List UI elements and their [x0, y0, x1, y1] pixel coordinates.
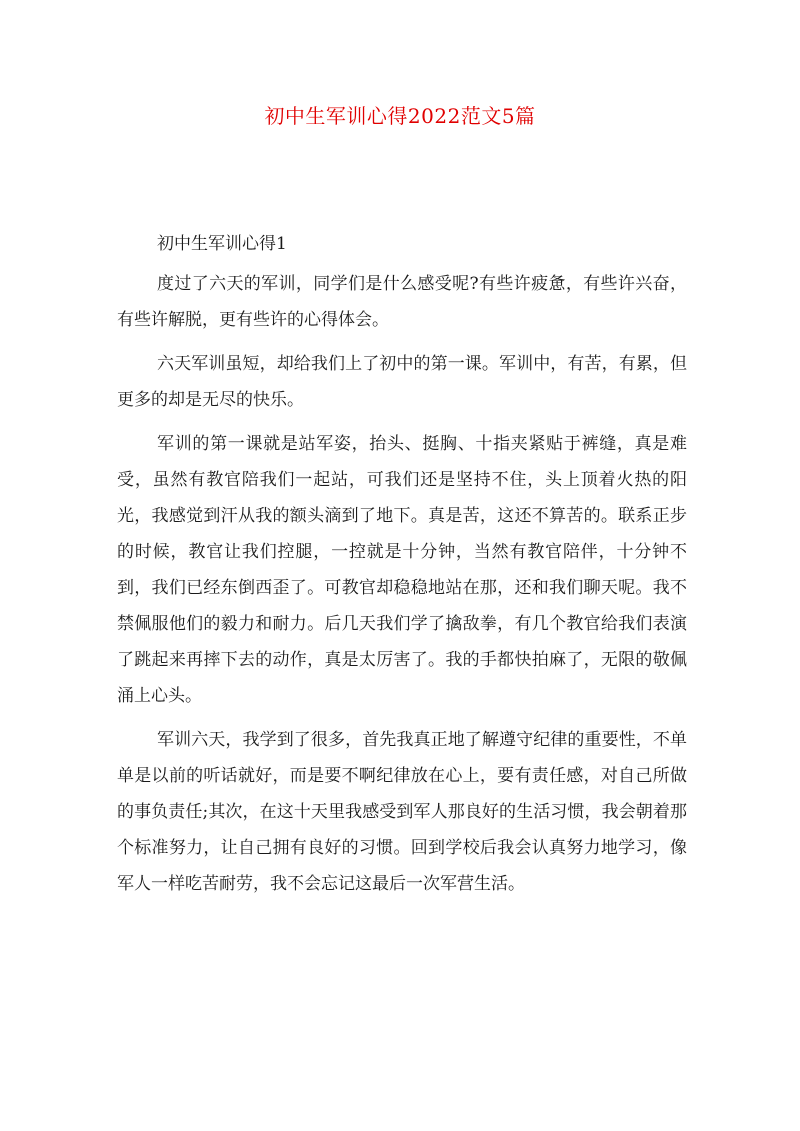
document-title: 初中生军训心得2022范文5篇 — [264, 104, 536, 128]
paragraph: 六天军训虽短，却给我们上了初中的第一课。军训中，有苦，有累，但更多的却是无尽的快乐。 — [117, 354, 687, 410]
paragraph: 军训的第一课就是站军姿，抬头、挺胸、十指夹紧贴于裤缝，真是难受，虽然有教官陪我们一起站，可我们还是坚持不住，头上顶着火热的阳光，我感觉到汗从我的额头滴到了地下。真是苦，这还不算苦的。联系正步的时候，教官让我们控腿，一控就是十分钟，当然有教官陪伴，十分钟不到，我们已经东倒西歪了。可教官却稳稳地站在那，还和我们聊天呢。我不禁佩服他们的毅力和耐力。后几天我们学了擒敌拳，有几个教官给我们表演了跳起来再摔下去的动作，真是太厉害了。我的手都快拍麻了，无限的敬佩涌上心头。 — [117, 434, 687, 706]
paragraph: 度过了六天的军训，同学们是什么感受呢?有些许疲惫，有些许兴奋，有些许解脱，更有些许的心得体会。 — [117, 274, 687, 330]
document-body — [117, 226, 687, 910]
section-heading: 初中生军训心得1 — [157, 234, 287, 254]
paragraph: 军训六天，我学到了很多，首先我真正地了解遵守纪律的重要性，不单单是以前的听话就好，而是要不啊纪律放在心上，要有责任感，对自己所做的事负责任;其次，在这十天里我感受到军人那良好的生活习惯，我会朝着那个标准努力，让自己拥有良好的习惯。回到学校后我会认真努力地学习，像军人一样吃苦耐劳，我不会忘记这最后一次军营生活。 — [117, 730, 687, 894]
